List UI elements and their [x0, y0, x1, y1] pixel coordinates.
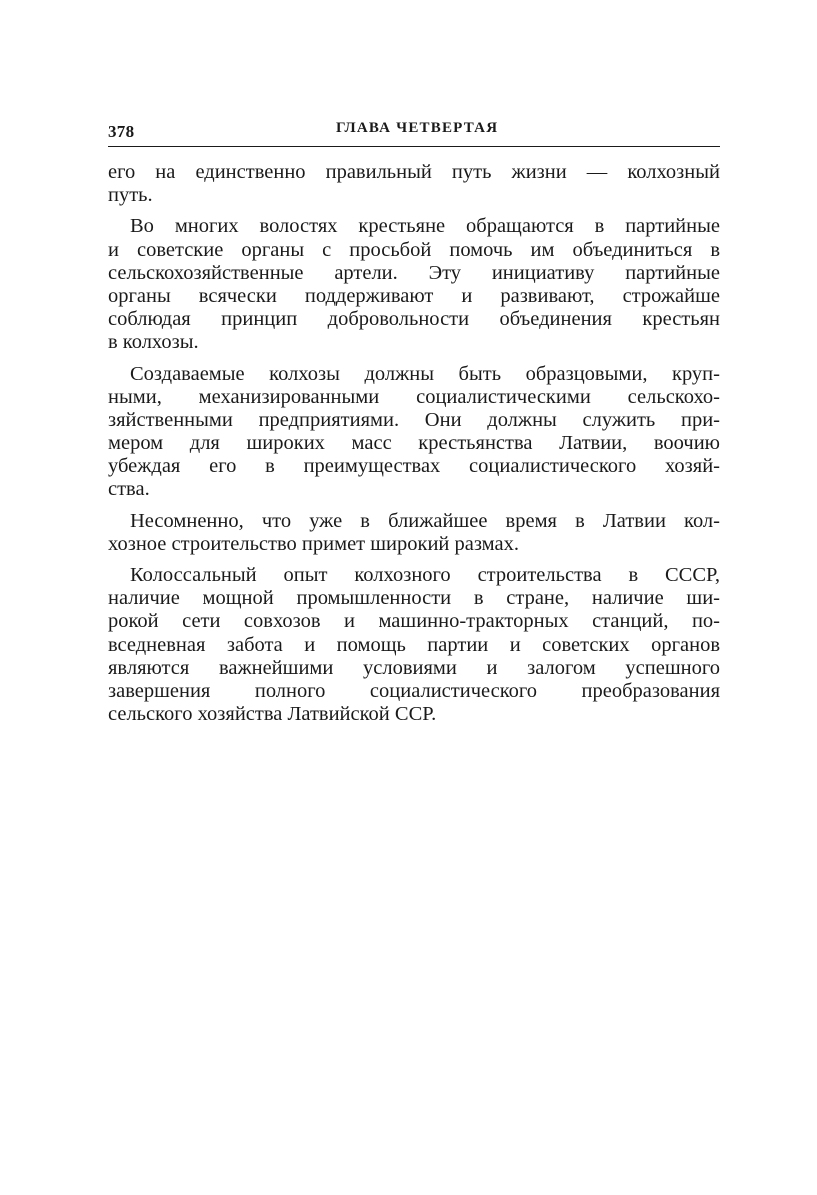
- text-line: убеждая его в преимуществах социалистического хозяй-: [108, 455, 720, 478]
- text-line: соблюдая принцип добровольности объединения крестьян: [108, 308, 720, 331]
- text-line: Колоссальный опыт колхозного строительства в СССР,: [130, 564, 720, 586]
- text-line: хозное строительство примет широкий размах.: [108, 532, 519, 555]
- paragraph: [108, 161, 720, 207]
- header-rule: [108, 146, 720, 147]
- text-line: вседневная забота и помощь партии и советских органов: [108, 633, 720, 656]
- text-line: наличие мощной промышленности в стране, наличие ши-: [108, 587, 720, 610]
- body-text: [108, 161, 720, 726]
- text-line: сельскохозяйственные артели. Эту инициативу партийные: [108, 261, 720, 284]
- text-line: и советские органы с просьбой помочь им объединиться в: [108, 238, 720, 261]
- text-line: завершения полного социалистического преобразования: [108, 679, 720, 702]
- text-line: сельского хозяйства Латвийской ССР.: [108, 703, 437, 726]
- text-line: Создаваемые колхозы должны быть образцовыми, круп-: [130, 362, 720, 385]
- text-line: в колхозы.: [108, 331, 199, 354]
- text-line: являются важнейшими условиями и залогом успешного: [108, 656, 720, 679]
- paragraph: [108, 510, 720, 556]
- text-line: органы всячески поддерживают и развивают, строжайше: [108, 284, 720, 307]
- page-number: 378: [108, 122, 135, 141]
- text-line: рокой сети совхозов и машинно-тракторных станций, по-: [108, 610, 720, 633]
- text-line: Во многих волостях крестьяне обращаются в партийные: [130, 215, 720, 238]
- text-line: ными, механизированными социалистическими сельскохо-: [108, 385, 720, 408]
- text-line: его на единственно правильный путь жизни — колхозный: [108, 161, 720, 183]
- text-line: зяйственными предприятиями. Они должны служить при-: [108, 408, 720, 431]
- text-line: путь.: [108, 184, 153, 207]
- text-line: мером для широких масс крестьянства Латвии, воочию: [108, 432, 720, 455]
- running-title: ГЛАВА ЧЕТВЕРТАЯ: [336, 120, 499, 136]
- text-line: ства.: [108, 478, 150, 501]
- paragraph: [108, 363, 720, 502]
- paragraph: [108, 564, 720, 726]
- text-line: Несомненно, что уже в ближайшее время в Латвии кол-: [130, 509, 720, 532]
- page-header: [108, 118, 720, 144]
- paragraph: [108, 215, 720, 354]
